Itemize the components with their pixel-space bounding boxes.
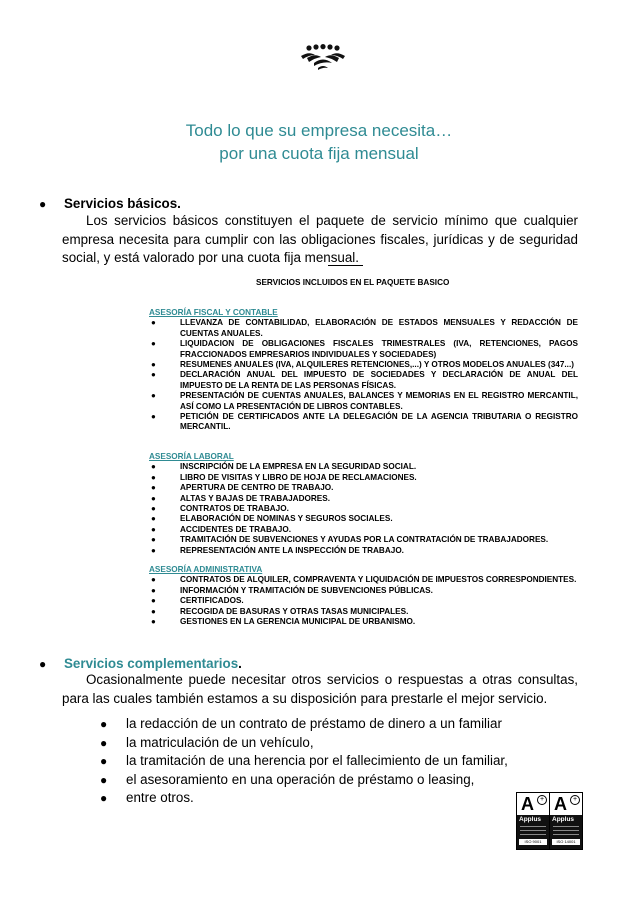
basic-services-paragraph-text: Los servicios básicos constituyen el paquete de servicio mínimo que cualquier empresa necesita para cumplir con las obligaciones fiscales, jurídicas y de seguridad social, y está valorado por una cuota fija mensual. bbox=[62, 213, 578, 265]
list-item-text: CONTRATOS DE ALQUILER, COMPRAVENTA Y LIQUIDACIÓN DE IMPUESTOS CORRESPONDIENTES. bbox=[180, 575, 577, 585]
list-item bbox=[149, 525, 578, 535]
list-item-text: INSCRIPCIÓN DE LA EMPRESA EN LA SEGURIDAD SOCIAL. bbox=[180, 462, 417, 472]
bullet-icon: ● bbox=[151, 514, 156, 524]
list-item bbox=[149, 596, 578, 606]
badge-stripe bbox=[553, 830, 579, 831]
complementary-services-paragraph bbox=[62, 671, 578, 708]
bullet-icon: ● bbox=[39, 657, 47, 671]
list-item bbox=[149, 617, 578, 627]
badge-stripe bbox=[553, 826, 579, 827]
list-item bbox=[100, 734, 508, 753]
page-title-line-1: Todo lo que su empresa necesita… bbox=[185, 121, 453, 140]
bullet-icon: ● bbox=[151, 360, 156, 370]
list-item-text: ELABORACIÓN DE NOMINAS Y SEGUROS SOCIALES. bbox=[180, 514, 393, 524]
list-item bbox=[100, 771, 508, 790]
basic-services-heading-punct: . bbox=[177, 196, 181, 211]
list-item bbox=[149, 494, 578, 504]
list-item bbox=[149, 339, 578, 360]
separator-line bbox=[328, 265, 363, 266]
certification-norm: ISO 14001 bbox=[552, 839, 580, 845]
badge-stripe bbox=[520, 834, 546, 835]
crowd-logo-icon bbox=[299, 44, 347, 70]
list-item bbox=[100, 715, 508, 734]
bullet-icon: ● bbox=[151, 493, 156, 503]
list-item-text: entre otros. bbox=[126, 790, 194, 806]
certification-badge bbox=[516, 792, 550, 850]
bullet-icon: ● bbox=[39, 197, 47, 211]
list-item-text: PRESENTACIÓN DE CUENTAS ANUALES, BALANCES Y MEMORIAS EN EL REGISTRO MERCANTIL, ASÍ COMO LA PRESENTACIÓN DE LIBROS CONTABLES. bbox=[180, 391, 578, 411]
bullet-icon: ● bbox=[151, 504, 156, 514]
list-item bbox=[149, 535, 578, 545]
bullet-icon: ● bbox=[100, 717, 108, 731]
list-item-text: ALTAS Y BAJAS DE TRABAJADORES. bbox=[180, 493, 330, 503]
certification-brand: Applus bbox=[519, 816, 542, 823]
list-item-text: PETICIÓN DE CERTIFICADOS ANTE LA DELEGACIÓN DE LA AGENCIA TRIBUTARIA O REGISTRO MERCANTIL. bbox=[180, 412, 578, 432]
list-item-text: REPRESENTACIÓN ANTE LA INSPECCIÓN DE TRABAJO. bbox=[180, 545, 404, 555]
bullet-icon: ● bbox=[151, 370, 156, 380]
list-item bbox=[149, 473, 578, 483]
list-item-text: LLEVANZA DE CONTABILIDAD, ELABORACIÓN DE ESTADOS MENSUALES Y REDACCIÓN DE CUENTAS ANUALES. bbox=[180, 318, 578, 338]
list-item bbox=[149, 504, 578, 514]
list-item-text: GESTIONES EN LA GERENCIA MUNICIPAL DE URBANISMO. bbox=[180, 617, 416, 627]
bullet-icon: ● bbox=[151, 596, 156, 606]
bullet-icon: ● bbox=[151, 575, 156, 585]
list-item bbox=[149, 391, 578, 412]
list-item-text: ACCIDENTES DE TRABAJO. bbox=[180, 524, 291, 534]
bullet-icon: ● bbox=[100, 791, 108, 806]
list-item bbox=[149, 575, 578, 585]
list-item-text: RESUMENES ANUALES (IVA, ALQUILERES RETENCIONES,...) Y OTROS MODELOS ANUALES (347...) bbox=[180, 360, 574, 370]
package-title: SERVICIOS INCLUIDOS EN EL PAQUETE BASICO bbox=[256, 278, 450, 287]
list-item bbox=[149, 483, 578, 493]
bullet-icon: ● bbox=[151, 318, 156, 328]
list-item-text: LIQUIDACION DE OBLIGACIONES FISCALES TRIMESTRALES (IVA, RETENCIONES, PAGOS FRACCIONADOS EMPRESARIOS INDIVIDUALES Y SOCIEDADES) bbox=[180, 339, 578, 359]
list-item-text: INFORMACIÓN Y TRAMITACIÓN DE SUBVENCIONES PÚBLICAS. bbox=[180, 585, 433, 595]
list-item-text: la matriculación de un vehículo, bbox=[126, 734, 314, 750]
list-item bbox=[149, 412, 578, 433]
list-item bbox=[149, 370, 578, 391]
section-laboral-list bbox=[149, 462, 578, 556]
list-item bbox=[100, 752, 508, 771]
basic-services-paragraph bbox=[62, 212, 578, 268]
list-item bbox=[149, 607, 578, 617]
list-item-text: DECLARACIÓN ANUAL DEL IMPUESTO DE SOCIEDADES Y DECLARACIÓN DE ANUAL DEL IMPUESTO DE LA RENTA DE LAS PERSONAS FÍSICAS. bbox=[180, 370, 578, 390]
list-item bbox=[149, 514, 578, 524]
bullet-icon: ● bbox=[100, 754, 108, 769]
basic-services-heading-text: Servicios básicos bbox=[64, 196, 178, 211]
bullet-icon: ● bbox=[151, 617, 156, 627]
list-item-text: RECOGIDA DE BASURAS Y OTRAS TASAS MUNICIPALES. bbox=[180, 606, 409, 616]
bullet-icon: ● bbox=[151, 472, 156, 482]
list-item-text: CONTRATOS DE TRABAJO. bbox=[180, 504, 289, 514]
plus-icon: + bbox=[570, 795, 580, 805]
list-item-text: TRAMITACIÓN DE SUBVENCIONES Y AYUDAS POR LA CONTRATACIÓN DE TRABAJADORES. bbox=[180, 535, 549, 545]
list-item-text: CERTIFICADOS. bbox=[180, 596, 244, 606]
certification-brand: Applus bbox=[552, 816, 575, 823]
badge-stripe bbox=[553, 834, 579, 835]
list-item-text: LIBRO DE VISITAS Y LIBRO DE HOJA DE RECLAMACIONES. bbox=[180, 472, 417, 482]
bullet-icon: ● bbox=[151, 606, 156, 616]
section-laboral-title: ASESORÍA LABORAL bbox=[149, 452, 234, 461]
section-fiscal-title: ASESORÍA FISCAL Y CONTABLE bbox=[149, 308, 278, 317]
bullet-icon: ● bbox=[151, 535, 156, 545]
list-item-text: APERTURA DE CENTRO DE TRABAJO. bbox=[180, 483, 334, 493]
bullet-icon: ● bbox=[151, 462, 156, 472]
bullet-icon: ● bbox=[151, 483, 156, 493]
certification-grade: A bbox=[554, 794, 567, 814]
section-admin bbox=[149, 565, 578, 627]
bullet-icon: ● bbox=[100, 735, 108, 750]
list-item bbox=[149, 360, 578, 370]
list-item-text: la redacción de un contrato de préstamo de dinero a un familiar bbox=[126, 716, 502, 731]
bullet-icon: ● bbox=[100, 772, 108, 787]
bullet-icon: ● bbox=[151, 412, 156, 422]
bullet-icon: ● bbox=[151, 339, 156, 349]
basic-services-heading bbox=[39, 195, 181, 213]
complementary-services-heading-punct: . bbox=[238, 656, 242, 671]
section-laboral bbox=[149, 452, 578, 556]
list-item bbox=[100, 789, 508, 808]
bullet-icon: ● bbox=[151, 585, 156, 595]
certification-grade: A bbox=[521, 794, 534, 814]
plus-icon: + bbox=[537, 795, 547, 805]
certification-norm: ISO 9001 bbox=[519, 839, 547, 845]
section-admin-list bbox=[149, 575, 578, 627]
list-item bbox=[149, 462, 578, 472]
section-fiscal bbox=[149, 308, 578, 433]
bullet-icon: ● bbox=[151, 545, 156, 555]
list-item-text: la tramitación de una herencia por el fallecimiento de un familiar, bbox=[126, 753, 508, 769]
section-fiscal-list bbox=[149, 318, 578, 432]
complementary-services-heading-text: Servicios complementarios bbox=[64, 656, 239, 671]
list-item-text: el asesoramiento en una operación de préstamo o leasing, bbox=[126, 771, 475, 787]
badge-stripe bbox=[520, 826, 546, 827]
section-admin-title: ASESORÍA ADMINISTRATIVA bbox=[149, 565, 263, 574]
bullet-icon: ● bbox=[151, 391, 156, 401]
bullet-icon: ● bbox=[151, 524, 156, 534]
list-item bbox=[149, 586, 578, 596]
badge-stripe bbox=[520, 830, 546, 831]
certification-badge bbox=[549, 792, 583, 850]
complementary-services-paragraph-text: Ocasionalmente puede necesitar otros servicios o respuestas a otras consultas, para las cuales también estamos a su disposición para prestarle el mejor servicio. bbox=[62, 672, 578, 706]
list-item bbox=[149, 546, 578, 556]
list-item bbox=[149, 318, 578, 339]
complementary-services-list bbox=[100, 715, 508, 808]
page-title-line-2: por una cuota fija mensual bbox=[219, 144, 419, 163]
